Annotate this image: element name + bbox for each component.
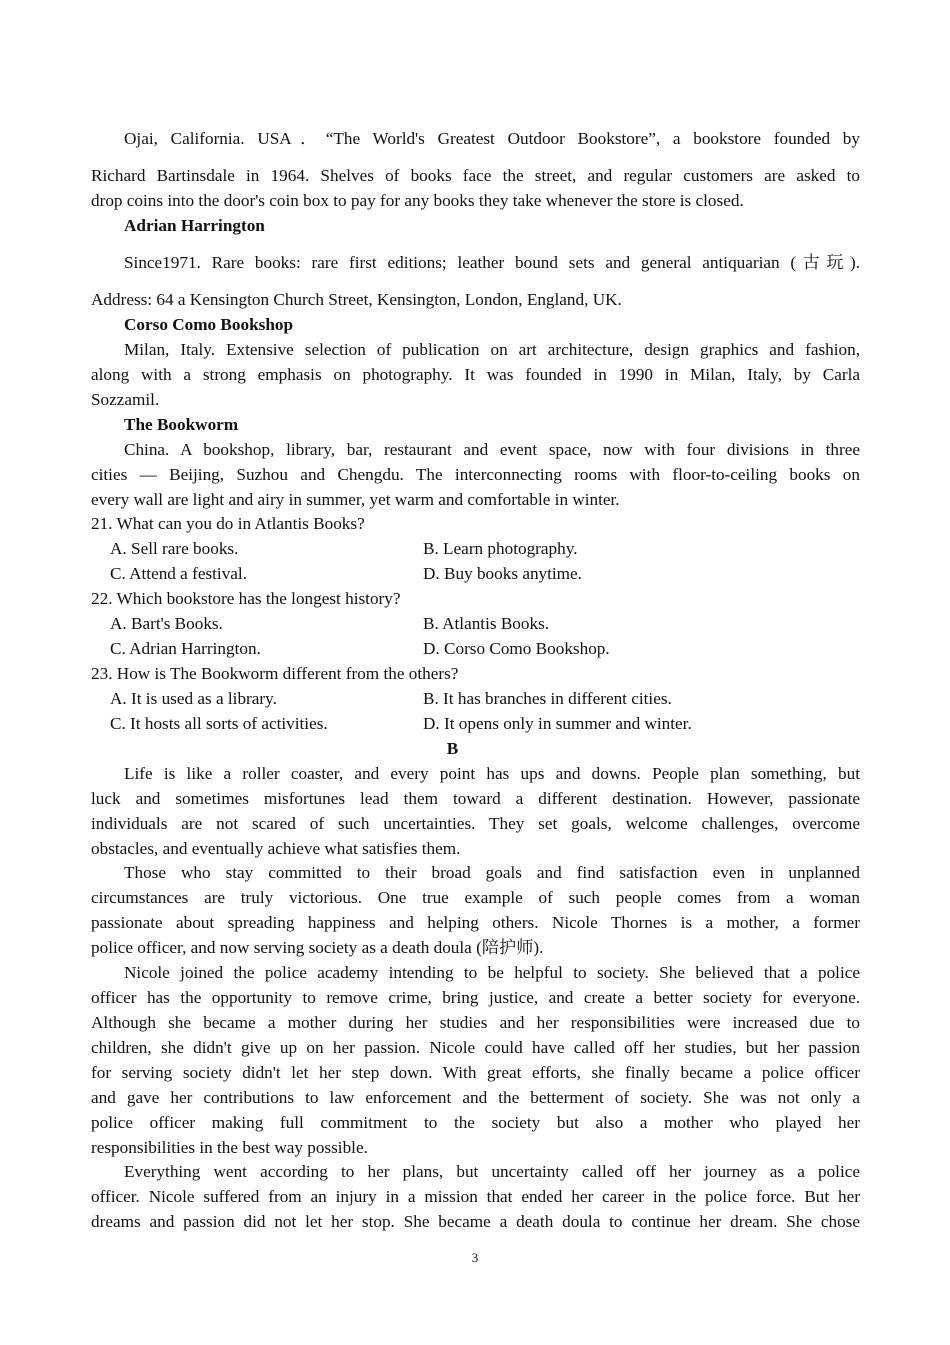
corso-como-title: Corso Como Bookshop: [124, 315, 294, 334]
bart-books-line-2: Richard Bartinsdale in 1964. Shelves of books face the street, and regular customers are asked to: [91, 166, 860, 185]
passage-b-p2-line-4: police officer, and now serving society as a death doula (陪护师).: [91, 938, 544, 957]
question-22-option-b: B. Atlantis Books.: [423, 614, 550, 633]
section-b-heading: B: [446, 739, 459, 758]
passage-b-p1-line-3: individuals are not scared of such uncertainties. They set goals, welcome challenges, overcome: [91, 814, 860, 833]
passage-b-p3-line-6: and gave her contributions to law enforcement and the betterment of society. She was not only a: [91, 1088, 860, 1107]
question-23-option-c: C. It hosts all sorts of activities.: [110, 714, 328, 733]
passage-b-p2-line-3: passionate about spreading happiness and helping others. Nicole Thornes is a mother, a former: [91, 913, 860, 932]
question-22-option-a: A. Bart's Books.: [110, 614, 223, 633]
passage-b-p3-line-3: Although she became a mother during her studies and her responsibilities were increased due to: [91, 1013, 860, 1032]
question-22-stem: 22. Which bookstore has the longest history?: [91, 589, 401, 608]
passage-b-p2-line-2: circumstances are truly victorious. One true example of such people comes from a woman: [91, 888, 860, 907]
question-21-option-d: D. Buy books anytime.: [423, 564, 582, 583]
corso-como-line-1: Milan, Italy. Extensive selection of publication on art architecture, design graphics and fashion,: [124, 340, 860, 359]
adrian-harrington-line-1: Since1971. Rare books: rare first editions; leather bound sets and general antiquarian (古玩).: [124, 253, 860, 272]
passage-b-p1-line-1: Life is like a roller coaster, and every point has ups and downs. People plan something, but: [124, 764, 860, 783]
page-number: 3: [471, 1250, 479, 1265]
passage-b-p4-line-1: Everything went according to her plans, but uncertainty called off her journey as a police: [124, 1162, 860, 1181]
question-23-stem: 23. How is The Bookworm different from the others?: [91, 664, 459, 683]
question-21-option-a: A. Sell rare books.: [110, 539, 239, 558]
question-23-option-d: D. It opens only in summer and winter.: [423, 714, 692, 733]
bart-books-line-3: drop coins into the door's coin box to pay for any books they take whenever the store is closed.: [91, 191, 744, 210]
bookworm-line-3: every wall are light and airy in summer, yet warm and comfortable in winter.: [91, 490, 620, 509]
bart-books-line-1: Ojai, California. USA．“The World's Greatest Outdoor Bookstore”, a bookstore founded by: [124, 129, 860, 148]
passage-b-p3-line-1: Nicole joined the police academy intending to be helpful to society. She believed that a police: [124, 963, 860, 982]
question-22-option-c: C. Adrian Harrington.: [110, 639, 261, 658]
adrian-harrington-line-2: Address: 64 a Kensington Church Street, Kensington, London, England, UK.: [91, 290, 622, 309]
passage-b-p3-line-2: officer has the opportunity to remove crime, bring justice, and create a better society for everyone.: [91, 988, 860, 1007]
passage-b-p3-line-8: responsibilities in the best way possible.: [91, 1138, 368, 1157]
bookworm-line-2: cities — Beijing, Suzhou and Chengdu. The interconnecting rooms with floor-to-ceiling books on: [91, 465, 860, 484]
question-21-stem: 21. What can you do in Atlantis Books?: [91, 514, 365, 533]
question-21-option-c: C. Attend a festival.: [110, 564, 247, 583]
passage-b-p3-line-4: children, she didn't give up on her passion. Nicole could have called off her studies, but her passion: [91, 1038, 860, 1057]
question-21-option-b: B. Learn photography.: [423, 539, 578, 558]
passage-b-p2-line-1: Those who stay committed to their broad goals and find satisfaction even in unplanned: [124, 863, 860, 882]
passage-b-p4-line-2: officer. Nicole suffered from an injury in a mission that ended her career in the police force. But her: [91, 1187, 860, 1206]
question-23-option-a: A. It is used as a library.: [110, 689, 277, 708]
passage-b-p4-line-3: dreams and passion did not let her stop. She became a death doula to continue her dream. She chose: [91, 1212, 860, 1231]
question-22-option-d: D. Corso Como Bookshop.: [423, 639, 610, 658]
corso-como-line-3: Sozzamil.: [91, 390, 160, 409]
bookworm-line-1: China. A bookshop, library, bar, restaurant and event space, now with four divisions in three: [124, 440, 860, 459]
passage-b-p3-line-7: police officer making full commitment to the society but also a mother who played her: [91, 1113, 860, 1132]
corso-como-line-2: along with a strong emphasis on photography. It was founded in 1990 in Milan, Italy, by Carla: [91, 365, 860, 384]
question-23-option-b: B. It has branches in different cities.: [423, 689, 672, 708]
passage-b-p3-line-5: for serving society didn't let her step down. With great efforts, she finally became a police officer: [91, 1063, 860, 1082]
adrian-harrington-title: Adrian Harrington: [124, 216, 265, 235]
bookworm-title: The Bookworm: [124, 415, 239, 434]
passage-b-p1-line-2: luck and sometimes misfortunes lead them toward a different destination. However, passionate: [91, 789, 860, 808]
passage-b-p1-line-4: obstacles, and eventually achieve what satisfies them.: [91, 839, 461, 858]
